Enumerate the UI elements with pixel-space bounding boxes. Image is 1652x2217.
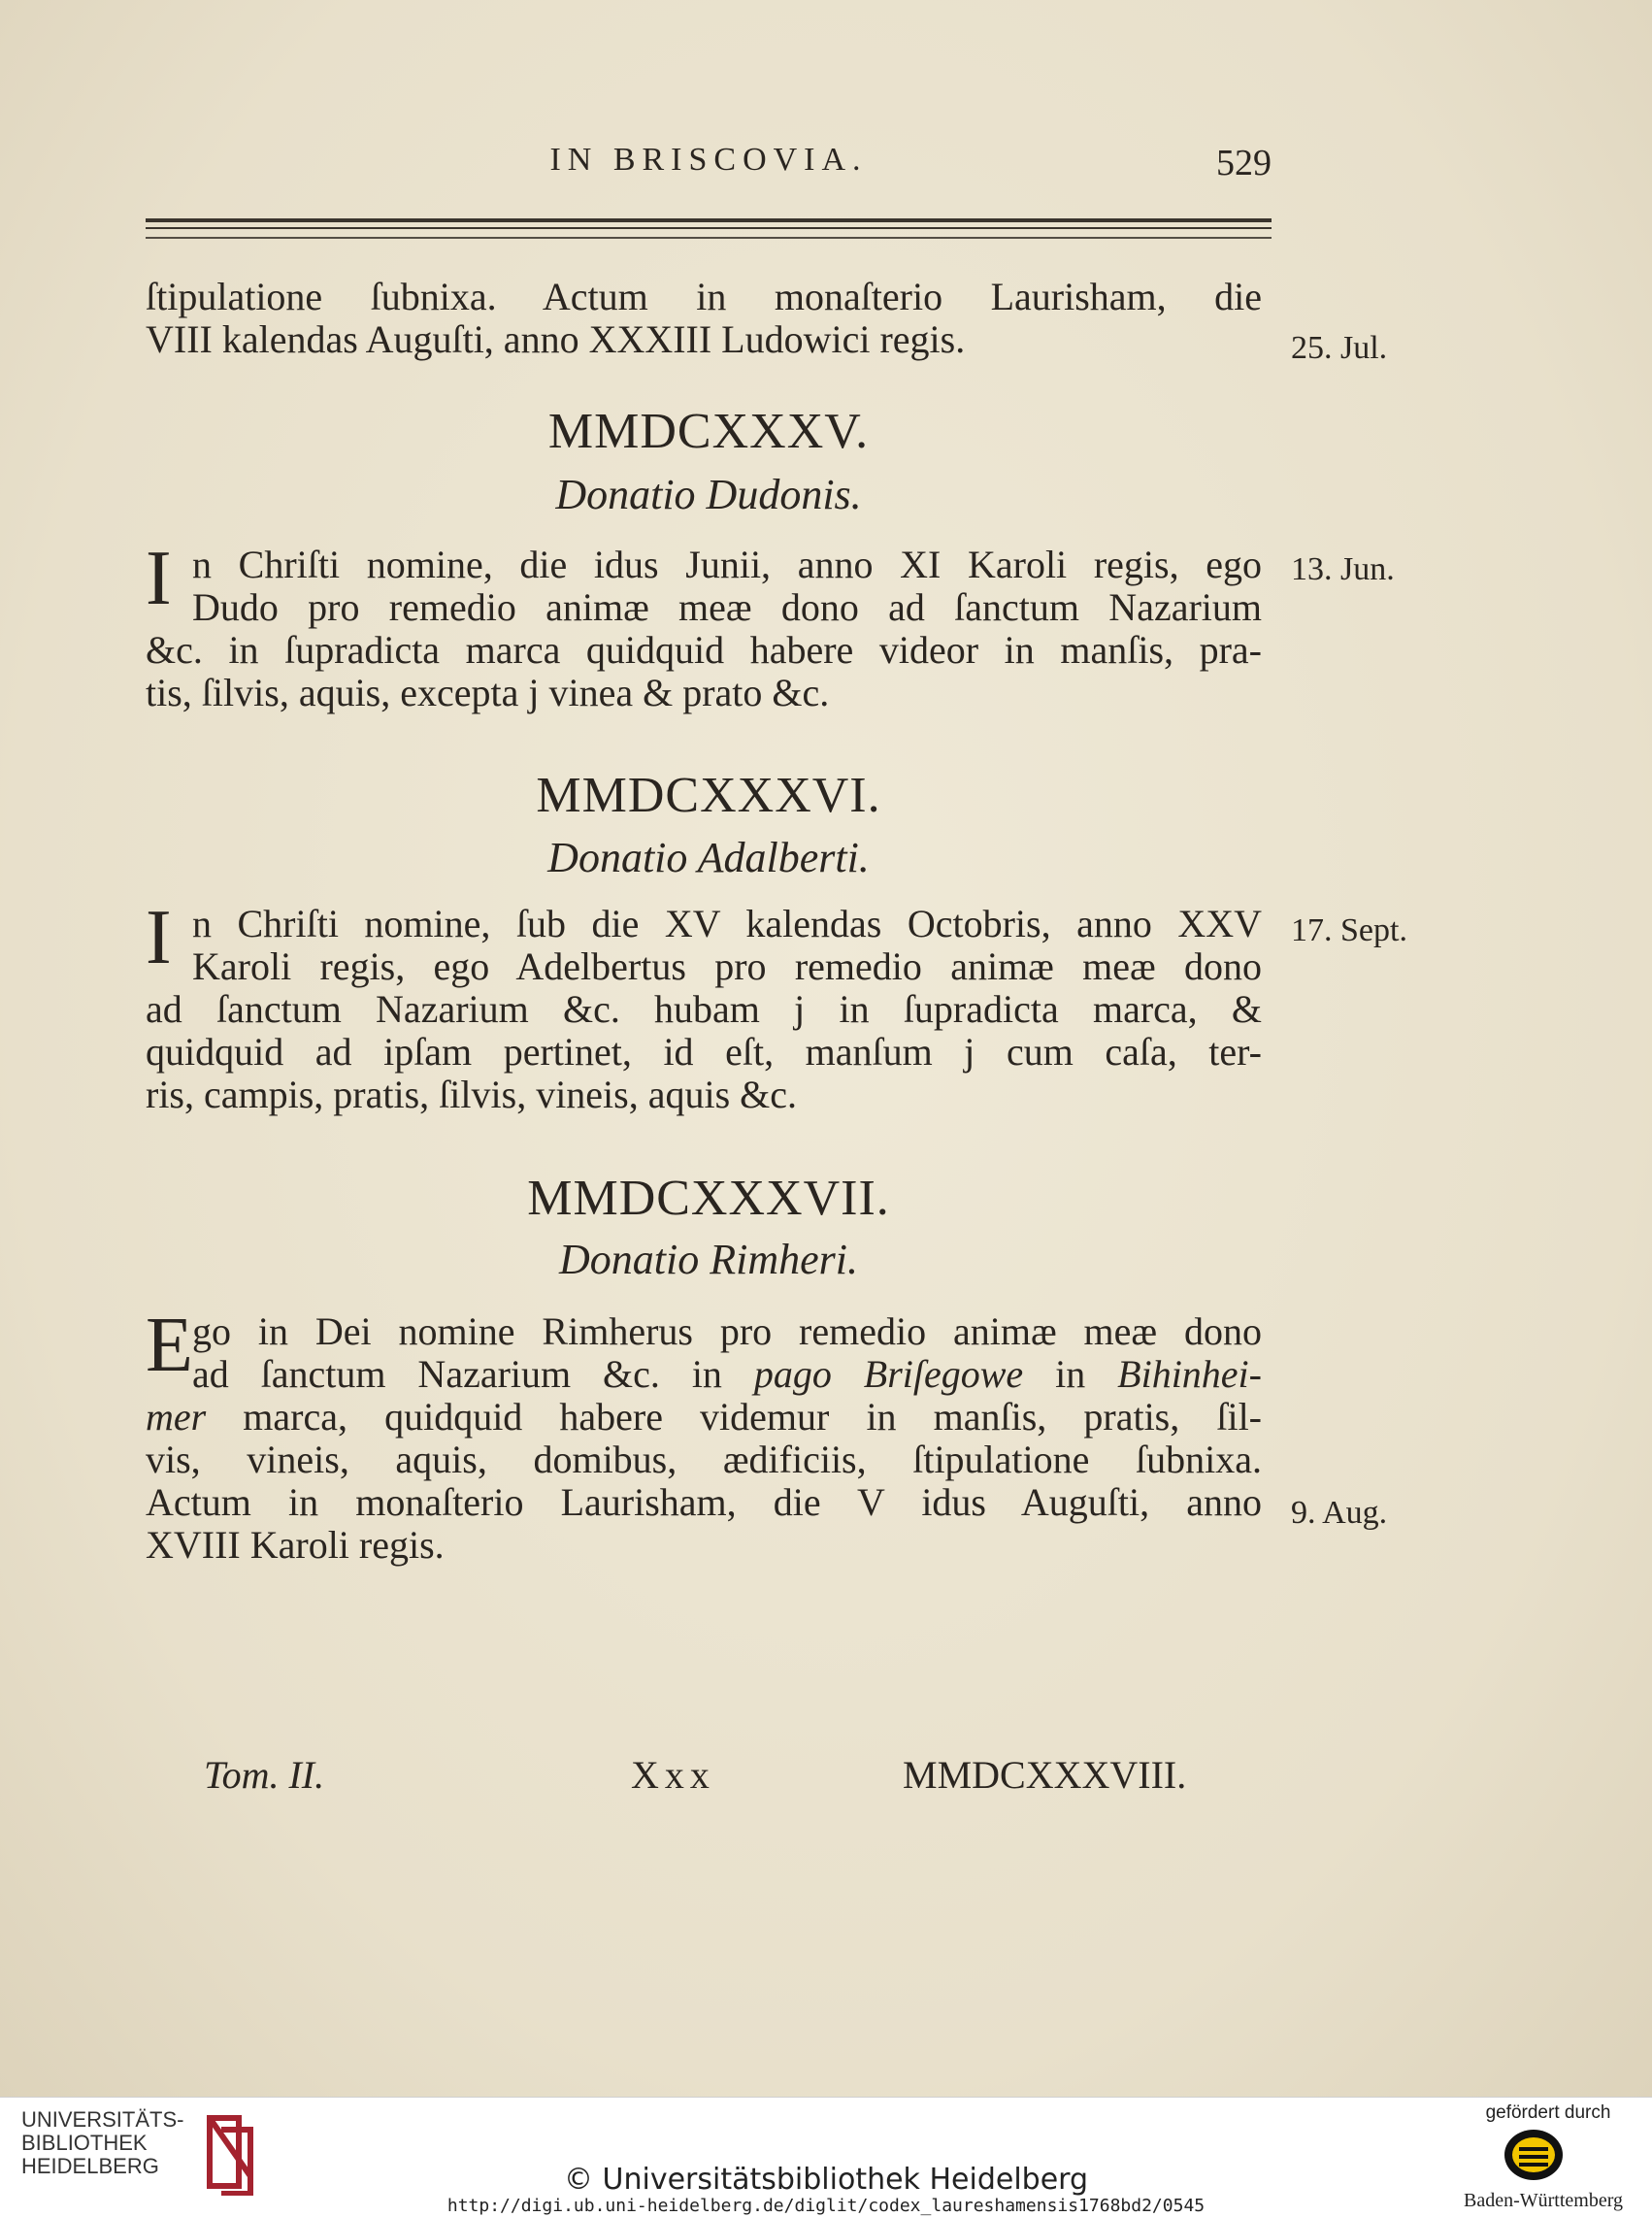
italic-place-name: pago Briſegowe	[753, 1352, 1024, 1396]
drop-cap: I	[146, 895, 172, 980]
page-number: 529	[1216, 143, 1272, 183]
opening-paragraph	[146, 276, 1262, 361]
text-line: XVIII Karoli regis.	[146, 1523, 445, 1567]
charter-title: Donatio Dudonis.	[555, 471, 862, 518]
text-line: Actum in monaſterio Laurisham, die V idus Auguſti, anno	[146, 1480, 1262, 1524]
charter-title: Donatio Rimheri.	[559, 1236, 858, 1283]
funder-label: gefördert durch	[1485, 2102, 1611, 2123]
charter-number: MMDCXXXVI.	[536, 768, 881, 823]
charter-text	[146, 536, 1262, 714]
text-line: ris, campis, pratis, ſilvis, vineis, aquis &c.	[146, 1073, 798, 1116]
text-line: &c. in ſupradicta marca quidquid habere videor in manſis, pra-	[146, 628, 1262, 672]
running-head	[146, 142, 1272, 190]
state-coat-of-arms-icon	[1500, 2126, 1568, 2184]
text-line: go in Dei nomine Rimherus pro remedio animæ meæ dono	[192, 1309, 1262, 1353]
funder-name: Baden-Württemberg	[1463, 2190, 1623, 2211]
running-title: IN BRISCOVIA.	[549, 142, 868, 178]
library-name-line: BIBLIOTHEK	[21, 2131, 148, 2155]
text-line: VIII kalendas Auguſti, anno XXXIII Ludowici regis.	[146, 317, 966, 361]
margin-date: 17. Sept.	[1291, 912, 1407, 948]
text-run: in	[1023, 1352, 1118, 1396]
library-name-line: UNIVERSITÄTS-	[21, 2107, 184, 2132]
text-line: n Chriſti nomine, ſub die XV kalendas Octobris, anno XXV	[192, 902, 1262, 945]
copyright-notice: © Universitätsbibliothek Heidelberg	[563, 2163, 1088, 2197]
drop-cap: E	[146, 1303, 193, 1388]
charter-number: MMDCXXXV.	[547, 404, 870, 459]
italic-place-name: Bihinhei-	[1117, 1352, 1262, 1396]
signature-mark: Xxx	[631, 1753, 715, 1797]
header-rule-thin-lower	[146, 237, 1272, 239]
charter-text	[146, 895, 1262, 1116]
margin-date: 13. Jun.	[1291, 551, 1395, 587]
header-rule-thin	[146, 227, 1272, 229]
drop-cap: I	[146, 536, 172, 621]
library-name-line: HEIDELBERG	[21, 2154, 159, 2178]
text-line	[146, 1396, 1262, 1439]
text-run: marca, quidquid habere videmur in manſis, pratis, ſil-	[206, 1395, 1262, 1439]
text-line	[146, 1353, 1262, 1396]
charter-text	[146, 1303, 1262, 1567]
margin-date: 9. Aug.	[1291, 1495, 1388, 1531]
text-line: quidquid ad ipſam pertinet, id eſt, manſum j cum caſa, ter-	[146, 1030, 1262, 1074]
text-line: ad ſanctum Nazarium &c. hubam j in ſupradicta marca, &	[146, 987, 1262, 1031]
charter-title: Donatio Adalberti.	[547, 834, 870, 881]
text-line: Dudo pro remedio animæ meæ dono ad ſanctum Nazarium	[192, 585, 1262, 629]
text-line: n Chriſti nomine, die idus Junii, anno XI Karoli regis, ego	[192, 543, 1262, 586]
permalink-url[interactable]: http://digi.ub.uni-heidelberg.de/diglit/codex_laureshamensis1768bd2/0545	[446, 2196, 1206, 2216]
catchword: MMDCXXXVIII.	[903, 1753, 1187, 1797]
charter-number: MMDCXXXVII.	[527, 1171, 890, 1226]
margin-date: 25. Jul.	[1291, 330, 1388, 366]
volume-mark: Tom. II.	[204, 1753, 325, 1797]
text-line: vis, vineis, aquis, domibus, ædificiis, ſtipulatione ſubnixa.	[146, 1438, 1262, 1481]
text-line: tis, ſilvis, aquis, excepta j vinea & prato &c.	[146, 671, 830, 714]
italic-place-name: mer	[146, 1395, 207, 1439]
text-line: Karoli regis, ego Adelbertus pro remedio animæ meæ dono	[192, 944, 1262, 988]
text-run: ad ſanctum Nazarium &c. in	[192, 1352, 754, 1396]
text-line: ſtipulatione ſubnixa. Actum in monaſterio Laurisham, die	[146, 275, 1262, 318]
header-rule-thick	[146, 218, 1272, 222]
